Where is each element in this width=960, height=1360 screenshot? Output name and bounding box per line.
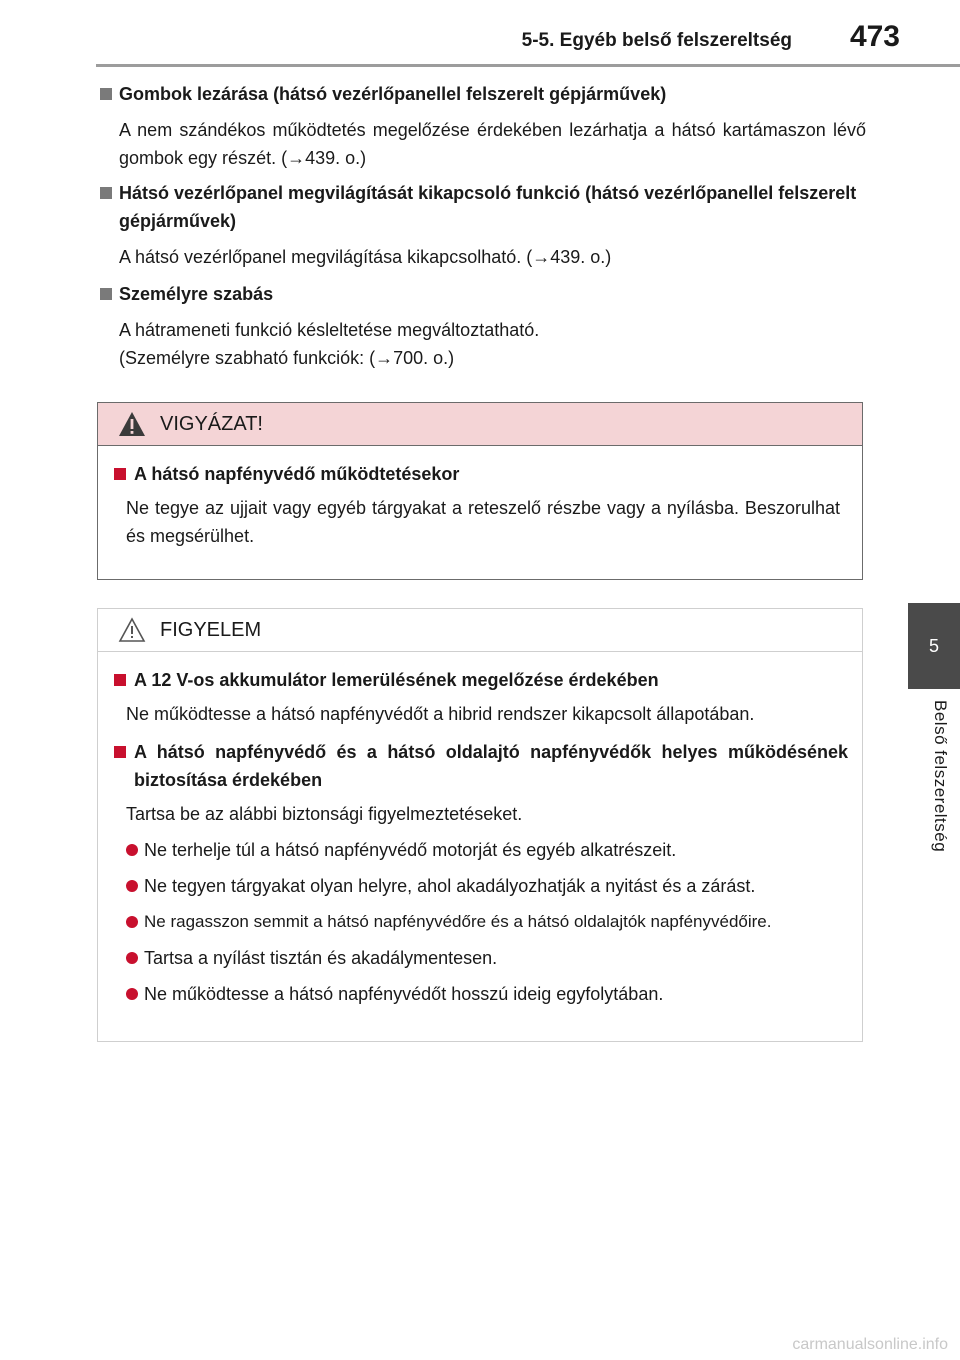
header-rule: [96, 64, 960, 67]
square-bullet-icon: [100, 187, 112, 199]
list-item: [114, 908, 848, 936]
watermark: carmanualsonline.info: [792, 1336, 948, 1353]
section-heading: [96, 80, 866, 108]
section-customization: [96, 280, 866, 372]
notice-heading-1: [114, 666, 848, 694]
chapter-number: 5: [928, 635, 939, 656]
section-heading: [96, 179, 866, 235]
section-text: A hátsó vezérlőpanel megvilágítása kikapcsolható. (→439. o.): [119, 247, 612, 267]
page-number: 473: [849, 20, 900, 53]
section-panel-illumination: [96, 179, 866, 271]
notice-text-2: Tartsa be az alábbi biztonsági figyelmeztetéseket.: [126, 804, 523, 824]
chapter-tab[interactable]: [908, 603, 960, 689]
warning-triangle-outline-icon: [118, 617, 146, 643]
section-title: 5-5. Egyéb belső felszereltség: [521, 30, 792, 51]
notice-header: [98, 609, 862, 652]
warning-triangle-icon: [118, 411, 146, 437]
list-item: [114, 836, 848, 864]
notice-body: [98, 652, 862, 1022]
red-square-bullet-icon: [114, 674, 126, 686]
red-square-bullet-icon: [114, 468, 126, 480]
notice-text-1: Ne működtesse a hátsó napfényvédőt a hibrid rendszer kikapcsolt állapotában.: [126, 704, 755, 724]
section-text: A nem szándékos működtetés megelőzése érdekében lezárhatja a hátsó kartámaszon lévő gombok egy részét. (→439. o.): [119, 120, 866, 168]
list-item-text: Ne terhelje túl a hátsó napfényvédő motorját és egyéb alkatrészeit.: [144, 840, 677, 860]
list-item-text: Tartsa a nyílást tisztán és akadálymentesen.: [144, 948, 498, 968]
caution-header: [98, 403, 862, 446]
section-text-line1: A hátrameneti funkció késleltetése megváltoztatható.: [119, 320, 540, 340]
caution-heading-text: A hátsó napfényvédő működtetésekor: [134, 464, 460, 484]
red-dot-bullet-icon: [126, 844, 138, 856]
caution-box: [97, 402, 863, 580]
notice-box: [97, 608, 863, 1042]
list-item: [114, 872, 848, 900]
red-dot-bullet-icon: [126, 952, 138, 964]
list-item: [114, 944, 848, 972]
section-heading-text: Gombok lezárása (hátsó vezérlőpanellel felszerelt gépjárművek): [119, 84, 667, 104]
caution-body: [98, 446, 862, 564]
list-item-text: Ne ragasszon semmit a hátsó napfényvédőre és a hátsó oldalajtók napfényvédőire.: [144, 912, 772, 931]
caution-text: Ne tegye az ujjait vagy egyéb tárgyakat a reteszelő részbe vagy a nyílásba. Beszorulhat és megsérülhet.: [126, 498, 840, 546]
notice-title: FIGYELEM: [160, 618, 262, 641]
section-text-line2: (Személyre szabható funkciók: (→700. o.): [119, 348, 455, 368]
chapter-label: Belső felszereltség: [931, 700, 950, 853]
caution-heading: [114, 460, 848, 488]
caution-title: VIGYÁZAT!: [160, 412, 263, 435]
red-dot-bullet-icon: [126, 988, 138, 1000]
list-item: [114, 980, 848, 1008]
square-bullet-icon: [100, 88, 112, 100]
red-square-bullet-icon: [114, 746, 126, 758]
square-bullet-icon: [100, 288, 112, 300]
red-dot-bullet-icon: [126, 880, 138, 892]
section-button-lock: [96, 80, 866, 172]
notice-heading-text: A 12 V-os akkumulátor lemerülésének megelőzése érdekében: [134, 670, 659, 690]
list-item-text: Ne tegyen tárgyakat olyan helyre, ahol akadályozhatják a nyitást és a zárást.: [144, 876, 756, 896]
section-heading: [96, 280, 866, 308]
notice-heading-text: A hátsó napfényvédő és a hátsó oldalajtó napfényvédők helyes működésének biztosítása érdekében: [134, 742, 848, 790]
list-item-text: Ne működtesse a hátsó napfényvédőt hosszú ideig egyfolytában.: [144, 984, 664, 1004]
section-heading-text: Személyre szabás: [119, 284, 274, 304]
red-dot-bullet-icon: [126, 916, 138, 928]
section-heading-text: Hátsó vezérlőpanel megvilágítását kikapcsoló funkció (hátsó vezérlőpanellel felszerelt gépjárművek): [119, 183, 857, 231]
notice-heading-2: [114, 738, 848, 794]
